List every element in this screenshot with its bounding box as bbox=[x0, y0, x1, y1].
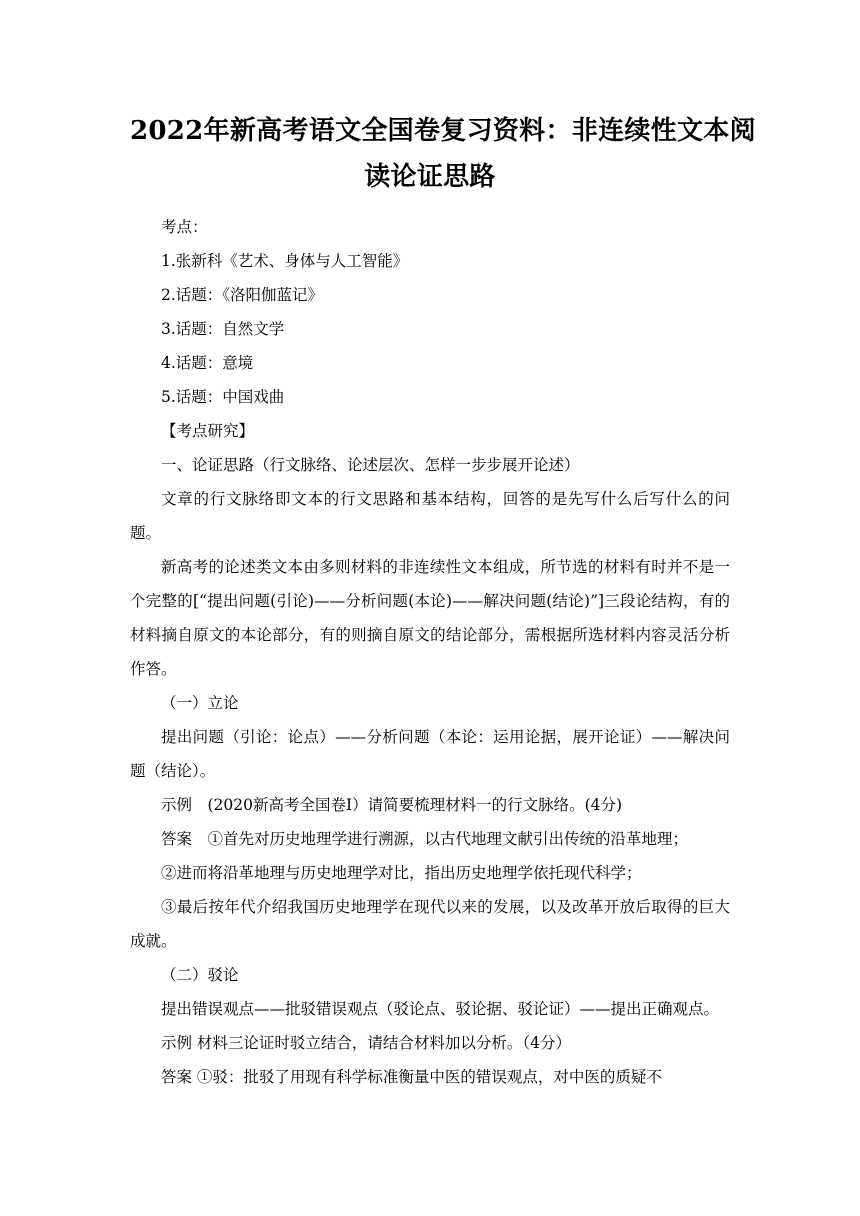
answer-1-step-1: 答案 ①首先对历史地理学进行溯源，以古代地理文献引出传统的沿革地理； bbox=[161, 830, 689, 848]
paragraph-argument-structure: 提出问题（引论：论点）——分析问题（本论：运用论据，展开论证）——解决问题（结论）。 bbox=[130, 728, 730, 780]
answer-1-step-2: ②进而将沿革地理与历史地理学对比，指出历史地理学依托现代科学； bbox=[161, 864, 642, 882]
subheading-argument: （一）立论 bbox=[161, 694, 239, 712]
exam-point-1: 1.张新科《艺术、身体与人工智能》 bbox=[161, 252, 409, 270]
exam-points-label: 考点： bbox=[161, 218, 208, 236]
title-line-2: 读论证思路 bbox=[364, 162, 496, 192]
exam-point-4: 4.话题：意境 bbox=[161, 354, 254, 372]
answer-1-step-3: ③最后按年代介绍我国历史地理学在现代以来的发展，以及改革开放后取得的巨大成就。 bbox=[130, 898, 730, 950]
section-heading-research: 【考点研究】 bbox=[161, 422, 255, 440]
example-question-1: 示例 (2020新高考全国卷Ⅰ）请简要梳理材料一的行文脉络。(4分) bbox=[161, 796, 623, 814]
exam-point-2: 2.话题：《洛阳伽蓝记》 bbox=[161, 286, 324, 304]
exam-point-5: 5.话题：中国戏曲 bbox=[161, 388, 285, 406]
paragraph-structure-intro: 文章的行文脉络即文本的行文思路和基本结构，回答的是先写什么后写什么的问题。 bbox=[130, 490, 730, 542]
exam-point-3: 3.话题：自然文学 bbox=[161, 320, 285, 338]
example-question-2: 示例 材料三论证时驳立结合，请结合材料加以分析。（4分） bbox=[161, 1034, 572, 1052]
subheading-refutation: （二）驳论 bbox=[161, 966, 239, 984]
title-line-1: 2022年新高考语文全国卷复习资料：非连续性文本阅 bbox=[130, 116, 756, 146]
document-title bbox=[130, 108, 756, 200]
document-body bbox=[130, 210, 730, 1094]
paragraph-refutation-structure: 提出错误观点——批驳错误观点（驳论点、驳论据、驳论证）——提出正确观点。 bbox=[161, 1000, 720, 1018]
section-heading-1: 一、论证思路（行文脉络、论述层次、怎样一步步展开论述） bbox=[161, 456, 580, 474]
paragraph-nonlinear-texts: 新高考的论述类文本由多则材料的非连续性文本组成，所节选的材料有时并不是一个完整的[“提出问题(引论)——分析问题(本论)——解决问题(结论)”]三段论结构，有的材料摘自原文的本论部分，有的则摘自原文的结论部分，需根据所选材料内容灵活分析作答。 bbox=[130, 558, 730, 678]
answer-2-partial: 答案 ①驳：批驳了用现有科学标准衡量中医的错误观点，对中医的质疑不 bbox=[161, 1068, 662, 1086]
